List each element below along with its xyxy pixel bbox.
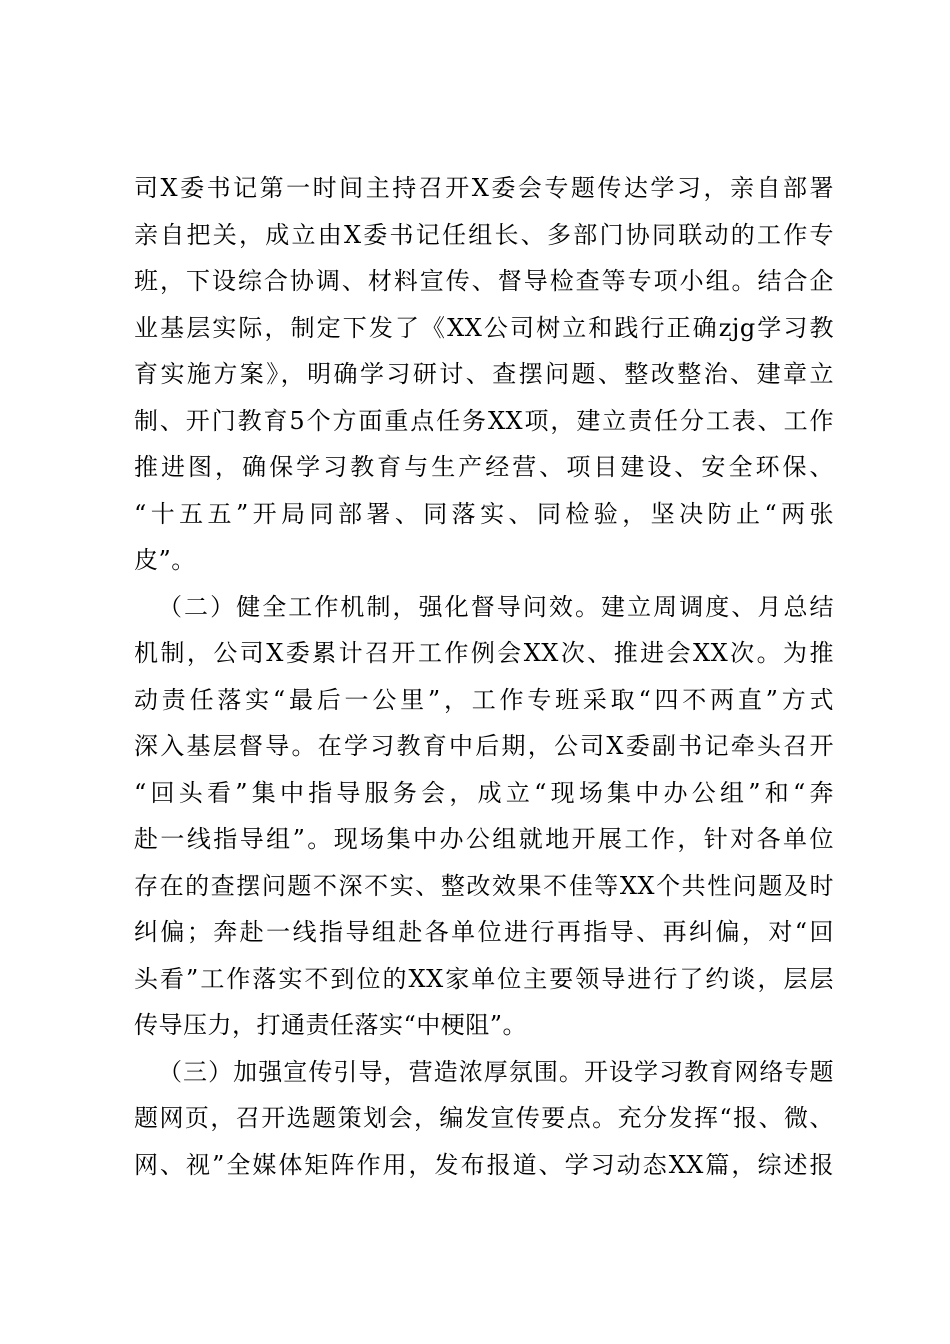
text-line: 动责任落实“最后一公里”，工作专班采取“四不两直”方式 [134, 685, 834, 714]
text-line: 纠偏；奔赴一线指导组赴各单位进行再指导、再纠偏，对“回 [134, 918, 834, 946]
text-line: 育实施方案》，明确学习研讨、查摆问题、整改整治、建章立 [134, 360, 834, 388]
section-heading-line: （二）健全工作机制，强化督导问效。建立周调度、月总结 [158, 592, 834, 621]
text-line: 传导压力，打通责任落实“中梗阻”。 [134, 1011, 528, 1039]
text-line: 题网页，召开选题策划会，编发宣传要点。充分发挥“报、微、 [134, 1104, 834, 1132]
text-line: 皮”。 [134, 546, 196, 574]
section-heading-line: （三）加强宣传引导，营造浓厚氛围。开设学习教育网络专题 [158, 1057, 834, 1086]
text-line: 业基层实际，制定下发了《XX公司树立和践行正确zjg学习教 [134, 313, 834, 342]
text-line: 存在的查摆问题不深不实、整改效果不佳等XX个共性问题及时 [134, 871, 834, 900]
text-line: “十五五”开局同部署、同落实、同检验，坚决防止“两张 [134, 499, 834, 528]
text-line: 班，下设综合协调、材料宣传、督导检查等专项小组。结合企 [134, 267, 834, 295]
text-line: 赴一线指导组”。现场集中办公组就地开展工作，针对各单位 [134, 825, 834, 853]
text-line: 司X委书记第一时间主持召开X委会专题传达学习，亲自部署 [134, 174, 834, 202]
text-line: 亲自把关，成立由X委书记任组长、多部门协同联动的工作专 [134, 220, 834, 249]
text-line: 头看”工作落实不到位的XX家单位主要领导进行了约谈，层层 [134, 964, 834, 993]
text-line: “回头看”集中指导服务会，成立“现场集中办公组”和“奔 [134, 778, 834, 807]
body-text [134, 165, 834, 1188]
text-line: 制、开门教育5个方面重点任务XX项，建立责任分工表、工作 [134, 406, 834, 435]
text-line: 深入基层督导。在学习教育中后期，公司X委副书记牵头召开 [134, 732, 834, 760]
text-line: 推进图，确保学习教育与生产经营、项目建设、安全环保、 [134, 453, 834, 481]
text-line: 机制，公司X委累计召开工作例会XX次、推进会XX次。为推 [134, 639, 834, 667]
text-line: 网、视”全媒体矩阵作用，发布报道、学习动态XX篇，综述报 [134, 1150, 834, 1179]
